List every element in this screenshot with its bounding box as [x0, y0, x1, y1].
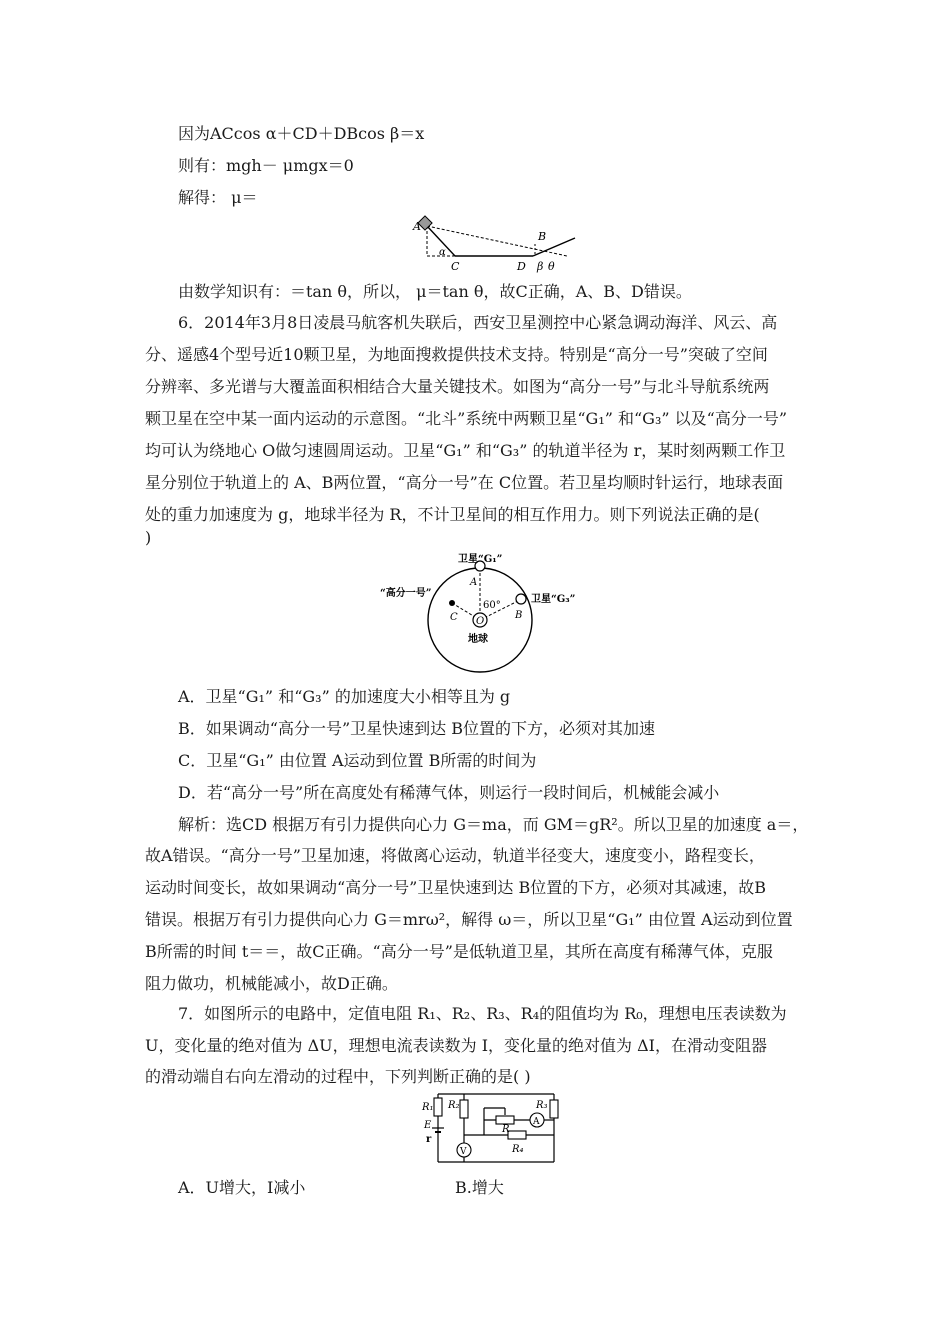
ammeter-icon: A	[533, 1117, 540, 1127]
text-line: 由数学知识有：＝tan θ，所以， μ＝tan θ，故C正确，A、B、D错误。	[178, 282, 692, 301]
label-r3: R₃	[536, 1100, 548, 1111]
label-e: E	[424, 1120, 432, 1131]
g3-label: 卫星“G₃”	[531, 594, 576, 605]
question-7-line: 7．如图所示的电路中，定值电阻 R₁、R₂、R₃、R₄的阻值均为 R₀，理想电压表读数为	[178, 1004, 787, 1023]
label-b: B	[538, 230, 547, 243]
text-line: 解得： μ＝	[178, 188, 258, 207]
question-6-line: 处的重力加速度为 g，地球半径为 R，不计卫星间的相互作用力。则下列说法正确的是(	[145, 505, 760, 524]
label-c: C	[451, 260, 460, 273]
question-7-line: U，变化量的绝对值为 ΔU，理想电流表读数为 I，变化量的绝对值为 ΔI，在滑动变阻器	[145, 1036, 767, 1055]
option-a: A．U增大，I减小	[178, 1178, 306, 1197]
label-theta: θ	[548, 260, 555, 273]
option-b: B．如果调动“高分一号”卫星快速到达 B位置的下方，必须对其加速	[178, 719, 655, 738]
earth-label: 地球	[468, 634, 488, 645]
question-6-line: 颗卫星在空中某一面内运动的示意图。“北斗”系统中两颗卫星“G₁” 和“G₃” 以及“高分一号”	[145, 409, 788, 428]
question-6-line: 6．2014年3月8日凌晨马航客机失联后，西安卫星测控中心紧急调动海洋、风云、高	[178, 313, 778, 332]
label-beta: β	[537, 260, 544, 273]
gaofen-label: “高分一号”	[380, 588, 432, 599]
option-c: C．卫星“G₁” 由位置 A运动到位置 B所需的时间为	[178, 751, 537, 770]
question-6-line: )	[145, 528, 152, 547]
option-d: D．若“高分一号”所在高度处有稀薄气体，则运行一段时间后，机械能会减小	[178, 783, 720, 802]
text-line: 因为ACcos α＋CD＋DBcos β＝x	[178, 124, 425, 143]
label-alpha: α	[439, 247, 446, 258]
label-r2: R₂	[448, 1100, 460, 1111]
label-o: O	[476, 616, 485, 627]
angle-label: 60°	[483, 600, 501, 611]
incline-diagram	[405, 214, 595, 276]
analysis-line: 故A错误。“高分一号”卫星加速，将做离心运动，轨道半径变大，速度变小，路程变长，	[145, 846, 765, 865]
text-line: 则有：mgh－ μmgx＝0	[178, 156, 354, 175]
question-6-line: 分、遥感4个型号近10颗卫星，为地面搜救提供技术支持。特别是“高分一号”突破了空间	[145, 345, 768, 364]
option-a: A．卫星“G₁” 和“G₃” 的加速度大小相等且为 g	[178, 687, 511, 706]
analysis-line: 阻力做功，机械能减小，故D正确。	[145, 974, 398, 993]
question-7-line: 的滑动端自右向左滑动的过程中，下列判断正确的是( )	[145, 1067, 531, 1086]
question-6-line: 均可认为绕地心 O做匀速圆周运动。卫星“G₁” 和“G₃” 的轨道半径为 r，某时刻两颗工作卫	[145, 441, 786, 460]
question-6-line: 分辨率、多光谱与大覆盖面积相结合大量关键技术。如图为“高分一号”与北斗导航系统两	[145, 377, 770, 396]
label-a: A	[413, 220, 421, 233]
analysis-line: 运动时间变长，故如果调动“高分一号”卫星快速到达 B位置的下方，必须对其减速，故B	[145, 878, 766, 897]
circuit-diagram	[418, 1088, 568, 1170]
label-r4: R₄	[512, 1144, 524, 1155]
label-r1: R₁	[422, 1102, 434, 1113]
label-r: R	[502, 1124, 510, 1135]
option-b: B.增大	[455, 1178, 504, 1197]
label-a: A	[470, 577, 478, 588]
analysis-line: 错误。根据万有引力提供向心力 G＝mrω²，解得 ω＝，所以卫星“G₁” 由位置 A运动到位置	[145, 910, 793, 929]
g1-label: 卫星“G₁”	[458, 554, 503, 565]
voltmeter-icon: V	[460, 1147, 467, 1157]
orbit-diagram	[380, 546, 600, 676]
analysis-line: B所需的时间 t＝＝，故C正确。“高分一号”是低轨道卫星，其所在高度有稀薄气体，克服	[145, 942, 773, 961]
label-b: B	[515, 610, 523, 621]
label-c: C	[450, 612, 458, 623]
question-6-line: 星分别位于轨道上的 A、B两位置，“高分一号”在 C位置。若卫星均顺时针运行，地球表面	[145, 473, 784, 492]
analysis-line: 解析：选CD 根据万有引力提供向心力 G＝ma，而 GM＝gR²。所以卫星的加速度 a＝，	[178, 815, 809, 834]
label-d: D	[517, 260, 526, 273]
label-internal-r: r	[426, 1134, 432, 1145]
